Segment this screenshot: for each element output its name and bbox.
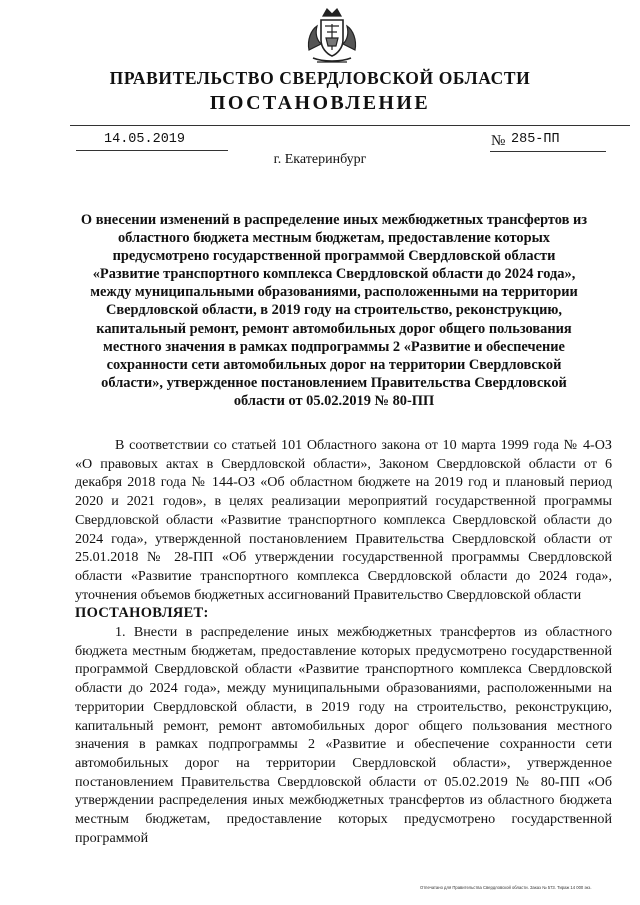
document-date: 14.05.2019 (104, 132, 186, 147)
resolves-heading: ПОСТАНОВЛЯЕТ: (75, 605, 209, 622)
coat-of-arms-icon (303, 6, 361, 68)
city: г. Екатеринбург (273, 152, 367, 167)
item-1-paragraph: 1. Внести в распределение иных межбюджетных трансфертов из областного бюджета местным бюджетам, предоставление которых предусмотрено государственной программой Свердловской области «Развитие транспортного комплекса Свердловской области до 2024 года», между муниципальными образованиями, расположенными на территории Свердловской области, в 2019 году на строительство, реконструкцию, капитальный ремонт, ремонт автомобильных дорог общего пользования местного значения в рамках подпрограммы 2 «Развитие и обеспечение сохранности сети автомобильных дорог на территории Свердловской области», утвержденное постановлением Правительства Свердловской области от 05.02.2019 № 80-ПП «Об утверждении распределения иных межбюджетных трансфертов из областного бюджета местным бюджетам, предоставление которых предусмотрено государственной программой (75, 624, 612, 846)
print-footnote: Отпечатано для Правительства Свердловской области. Заказ № 573. Тираж 14 000 экз. (420, 885, 592, 890)
government-name: ПРАВИТЕЛЬСТВО СВЕРДЛОВСКОЙ ОБЛАСТИ (109, 68, 531, 88)
document-heading: О внесении изменений в распределение иных межбюджетных трансфертов из областного бюджета местным бюджетам, предоставление которых предусмотрено государственной программой Свердловской области «Развитие транспортного комплекса Свердловской области до 2024 года», между муниципальными образованиями, расположенными на территории Свердловской области, в 2019 году на строительство, реконструкцию, капитальный ремонт, ремонт автомобильных дорог общего пользования местного значения в рамках подпрограммы 2 «Развитие и обеспечение сохранности сети автомобильных дорог на территории Свердловской области», утвержденное постановлением Правительства Свердловской области от 05.02.2019 № 80-ПП (80, 212, 588, 409)
header-divider (70, 125, 630, 126)
document-body (75, 436, 612, 847)
document-number: 285-ПП (511, 132, 560, 147)
document-type: ПОСТАНОВЛЕНИЕ (209, 92, 431, 114)
date-underline (76, 150, 228, 151)
number-sign: № (491, 133, 506, 149)
preamble-paragraph: В соответствии со статьей 101 Областного закона от 10 марта 1999 года № 4-ОЗ «О правовых актах в Свердловской области», Законом Свердловской области от 6 декабря 2018 года № 144-ОЗ «Об областном бюджете на 2019 год и плановый период 2020 и 2021 годов», в целях реализации мероприятий государственной программы Свердловской области «Развитие транспортного комплекса Свердловской области до 2024 года», утвержденной постановлением Правительства Свердловской области от 25.01.2018 № 28-ПП «Об утверждении государственной программы Свердловской области «Развитие транспортного комплекса Свердловской области до 2024 года», уточнения объемов бюджетных ассигнований Правительство Свердловской области (75, 437, 612, 603)
